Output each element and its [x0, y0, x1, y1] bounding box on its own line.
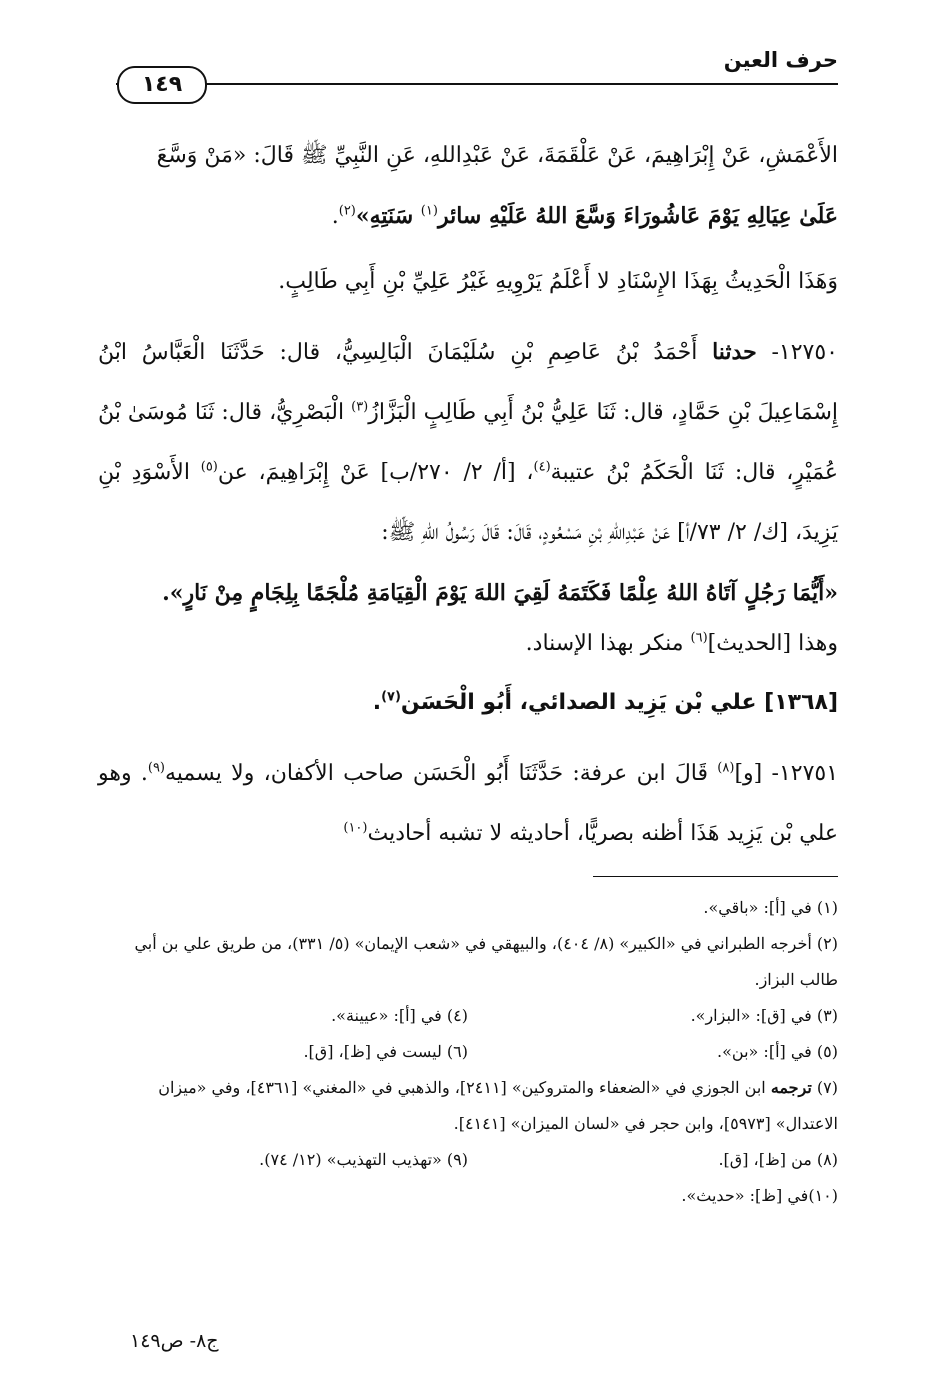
text-segment: وهذا [الحديث]	[707, 631, 838, 656]
hadith-text: «أَيُّمَا رَجُلٍ آتَاهُ اللهُ عِلْمًا فَكَتَمَهُ لَقِيَ اللهَ يَوْمَ الْقِيَامَةِ مُلْجَمًا بِلِجَامٍ مِنْ نَارٍ».	[162, 580, 838, 606]
text-line: وَهَذَا الْحَدِيثُ بِهَذَا الإِسْنَادِ لا أَعْلَمُ يَرْوِيهِ غَيْرُ عَلِيِّ بْنِ أَبِي طَالِبٍ.	[278, 269, 838, 294]
text-segment: .	[331, 204, 339, 229]
footnote-10: (١٠)في [ظ]: «حديث».	[681, 1186, 838, 1205]
footnote-1: (١) في [أ]: «باقي».	[703, 898, 838, 917]
footnote-ref: (٧)	[381, 689, 401, 705]
text-segment: الْبَصْرِيُّ، قال: ثَنَا مُوسَىٰ بْنُ عُمَيْرٍ، قال: ثَنَا الْحَكَمُ بْنُ عتيبة	[98, 400, 838, 485]
text-segment: ١٢٧٥١- [و]	[734, 761, 839, 786]
page-footer: ج٨- ص١٤٩	[130, 1330, 219, 1352]
footnote-4: (٤) في [أ]: «عيينة».	[331, 1006, 468, 1025]
footnote-ref: (١)	[420, 203, 438, 219]
haddathana-label: حدثنا	[712, 339, 757, 365]
footnote-2: (٢) أخرجه الطبراني في «الكبير» (٨/ ٤٠٤)، والبيهقي في «شعب الإيمان» (٥/ ٣٣١)، من طريق علي بن أبي طالب البزاز.	[134, 934, 838, 989]
paragraph-hadith-12751	[98, 744, 838, 864]
paragraph-grading	[98, 614, 838, 674]
text-segment: أَحْمَدُ بْنُ عَاصِمِ بْنِ سُلَيْمَانَ الْبَالِسِيُّ، قال: حَدَّثَنَا الْعَبَّاسُ ابْنُ إِسْمَاعِيلَ بْنِ حَمَّادٍ، قال: ثَنَا عَلِيُّ بْنُ أَبِي طَالِبٍ الْبَزَّازُ	[98, 340, 838, 425]
text-line: الأَعْمَشِ، عَنْ إِبْرَاهِيمَ، عَنْ عَلْقَمَةَ، عَنْ عَبْدِاللهِ، عَنِ النَّبِيِّ ﷺ قَالَ: «مَنْ وَسَّعَ	[156, 143, 838, 168]
paragraph-comment	[98, 252, 838, 312]
text-segment: منكر بهذا الإسناد.	[525, 631, 691, 656]
footnote-row	[98, 998, 838, 1034]
footnote-text: ابن الجوزي في «الضعفاء والمتروكين» [٢٤١١]، والذهبي في «المغني» [٤٣٦١]، وفي «ميزان الاعتدال» [٥٩٧٣]، وابن حجر في «لسان الميزان» [٤١٤١].	[158, 1078, 838, 1133]
page-number-badge: ١٤٩	[117, 66, 207, 104]
footnote-ref: (٢)	[338, 203, 356, 219]
footnote-ref: (١٠)	[343, 820, 368, 836]
footnote-bold-word: ترجمه	[770, 1078, 812, 1097]
text-segment: سَنَتِهِ»	[355, 203, 421, 229]
text-segment: ، [أ/ ٢/ ٢٧٠/ب] عَنْ إِبْرَاهِيمَ، عن	[217, 460, 534, 485]
text-line: عَلَىٰ عِيَالِهِ يَوْمَ عَاشُورَاءَ وَسَّعَ اللهُ عَلَيْهِ سائر	[437, 203, 838, 229]
running-header-title: حرف العين	[723, 48, 838, 72]
footnote-8: (٨) من [ظ]، [ق].	[718, 1150, 838, 1169]
hadith-number: ١٢٧٥٠-	[756, 340, 838, 365]
paragraph-hadith-ashura	[98, 126, 838, 247]
text-segment: الأَسْوَدِ بْنِ يَزِيدَ، [ك/ ٢/ ٧٣/أ] عَنْ عَبْدِاللهِ بْنِ مَسْعُودٍ، قَالَ: قَالَ رَسُولُ اللهِ ﷺ:	[98, 460, 838, 545]
footnote-row	[98, 1142, 838, 1178]
footnotes	[98, 890, 838, 1214]
section-heading	[98, 690, 838, 715]
footnote-7	[98, 1070, 838, 1142]
footnote-row	[98, 1034, 838, 1070]
footnote-9: (٩) «تهذيب التهذيب» (١٢/ ٧٤).	[259, 1150, 468, 1169]
footnote-6: (٦) ليست في [ظ]، [ق].	[303, 1042, 468, 1061]
footnote-ref: (٦)	[690, 630, 708, 646]
footnote-number: (٧)	[811, 1078, 838, 1097]
footnote-ref: (٤)	[533, 459, 551, 475]
footnote-separator	[593, 876, 838, 877]
text-segment: . وهو علي بْن يَزِيد هَذَا أظنه بصريًّا، أحاديثه لا تشبه أحاديث	[98, 761, 838, 846]
footnote-5: (٥) في [أ]: «بن».	[717, 1042, 838, 1061]
paragraph-hadith-12750	[98, 322, 838, 624]
footnote-ref: (٥)	[200, 459, 218, 475]
footnote-ref: (٩)	[147, 760, 165, 776]
text-segment: قَالَ ابن عرفة: حَدَّثَنَا أَبُو الْحَسَن صاحب الأكفان، ولا يسميه	[165, 761, 718, 786]
heading-text: [١٣٦٨] علي بْن يَزِيد الصدائي، أَبُو الْحَسَن	[400, 690, 838, 715]
footnote-ref: (٣)	[351, 399, 369, 415]
footnote-3: (٣) في [ق]: «البزار».	[690, 1006, 838, 1025]
header-rule	[116, 83, 838, 85]
footnote-ref: (٨)	[717, 760, 735, 776]
heading-end: .	[372, 690, 382, 715]
